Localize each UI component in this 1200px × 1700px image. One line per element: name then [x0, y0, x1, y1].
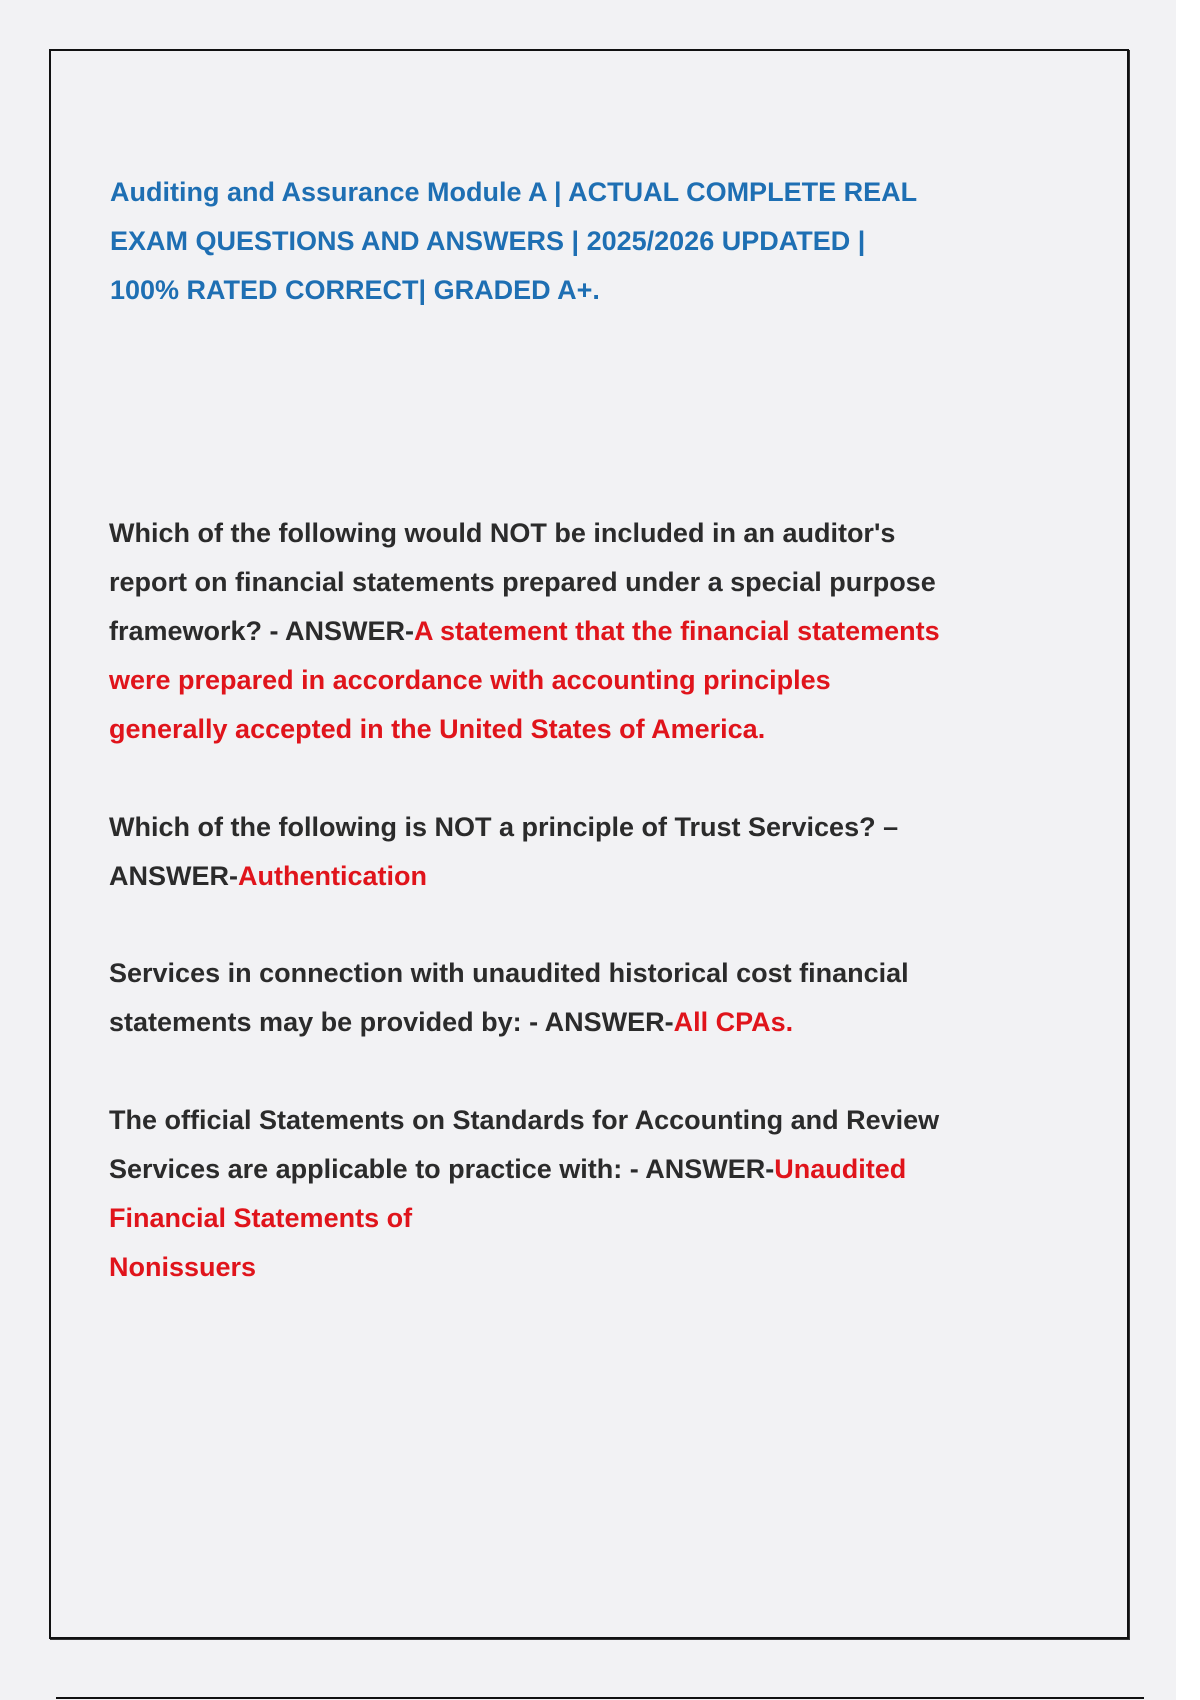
qa-item-1 — [109, 509, 1029, 754]
question-line: Which of the following would NOT be included in an auditor's — [109, 518, 896, 548]
answer-line: Nonissuers — [109, 1252, 257, 1282]
question-text: Services are applicable to practice with: - ANSWER- — [109, 1154, 775, 1184]
answer-text: Unaudited — [774, 1154, 907, 1184]
qa-item-3 — [109, 949, 1029, 1047]
question-text: framework? - ANSWER- — [109, 616, 415, 646]
question-line: report on financial statements prepared under a special purpose — [109, 567, 936, 597]
title-line-2: EXAM QUESTIONS AND ANSWERS | 2025/2026 UPDATED | — [110, 226, 866, 256]
answer-text: Authentication — [238, 861, 427, 891]
question-answer-line — [109, 852, 1029, 901]
title-line-1: Auditing and Assurance Module A | ACTUAL COMPLETE REAL — [110, 177, 918, 207]
answer-text: A statement that the financial statements — [414, 616, 940, 646]
document-title — [110, 168, 1010, 315]
qa-item-2 — [109, 803, 1029, 901]
question-line: Which of the following is NOT a principle of Trust Services? – — [109, 812, 899, 842]
question-answer-line — [109, 998, 1029, 1047]
answer-line: were prepared in accordance with accounting principles — [109, 665, 831, 695]
answer-line: generally accepted in the United States of America. — [109, 714, 766, 744]
question-line: Services in connection with unaudited historical cost financial — [109, 958, 909, 988]
answer-text: All CPAs. — [673, 1007, 794, 1037]
question-line: The official Statements on Standards for Accounting and Review — [109, 1105, 940, 1135]
qa-item-4 — [109, 1096, 1029, 1292]
question-text: ANSWER- — [109, 861, 238, 891]
answer-line: Financial Statements of — [109, 1203, 413, 1233]
question-text: statements may be provided by: - ANSWER- — [109, 1007, 674, 1037]
next-page-top-border — [56, 1697, 1144, 1699]
title-line-3: 100% RATED CORRECT| GRADED A+. — [110, 275, 600, 305]
question-answer-line — [109, 1145, 1029, 1194]
question-answer-line — [109, 607, 1029, 656]
